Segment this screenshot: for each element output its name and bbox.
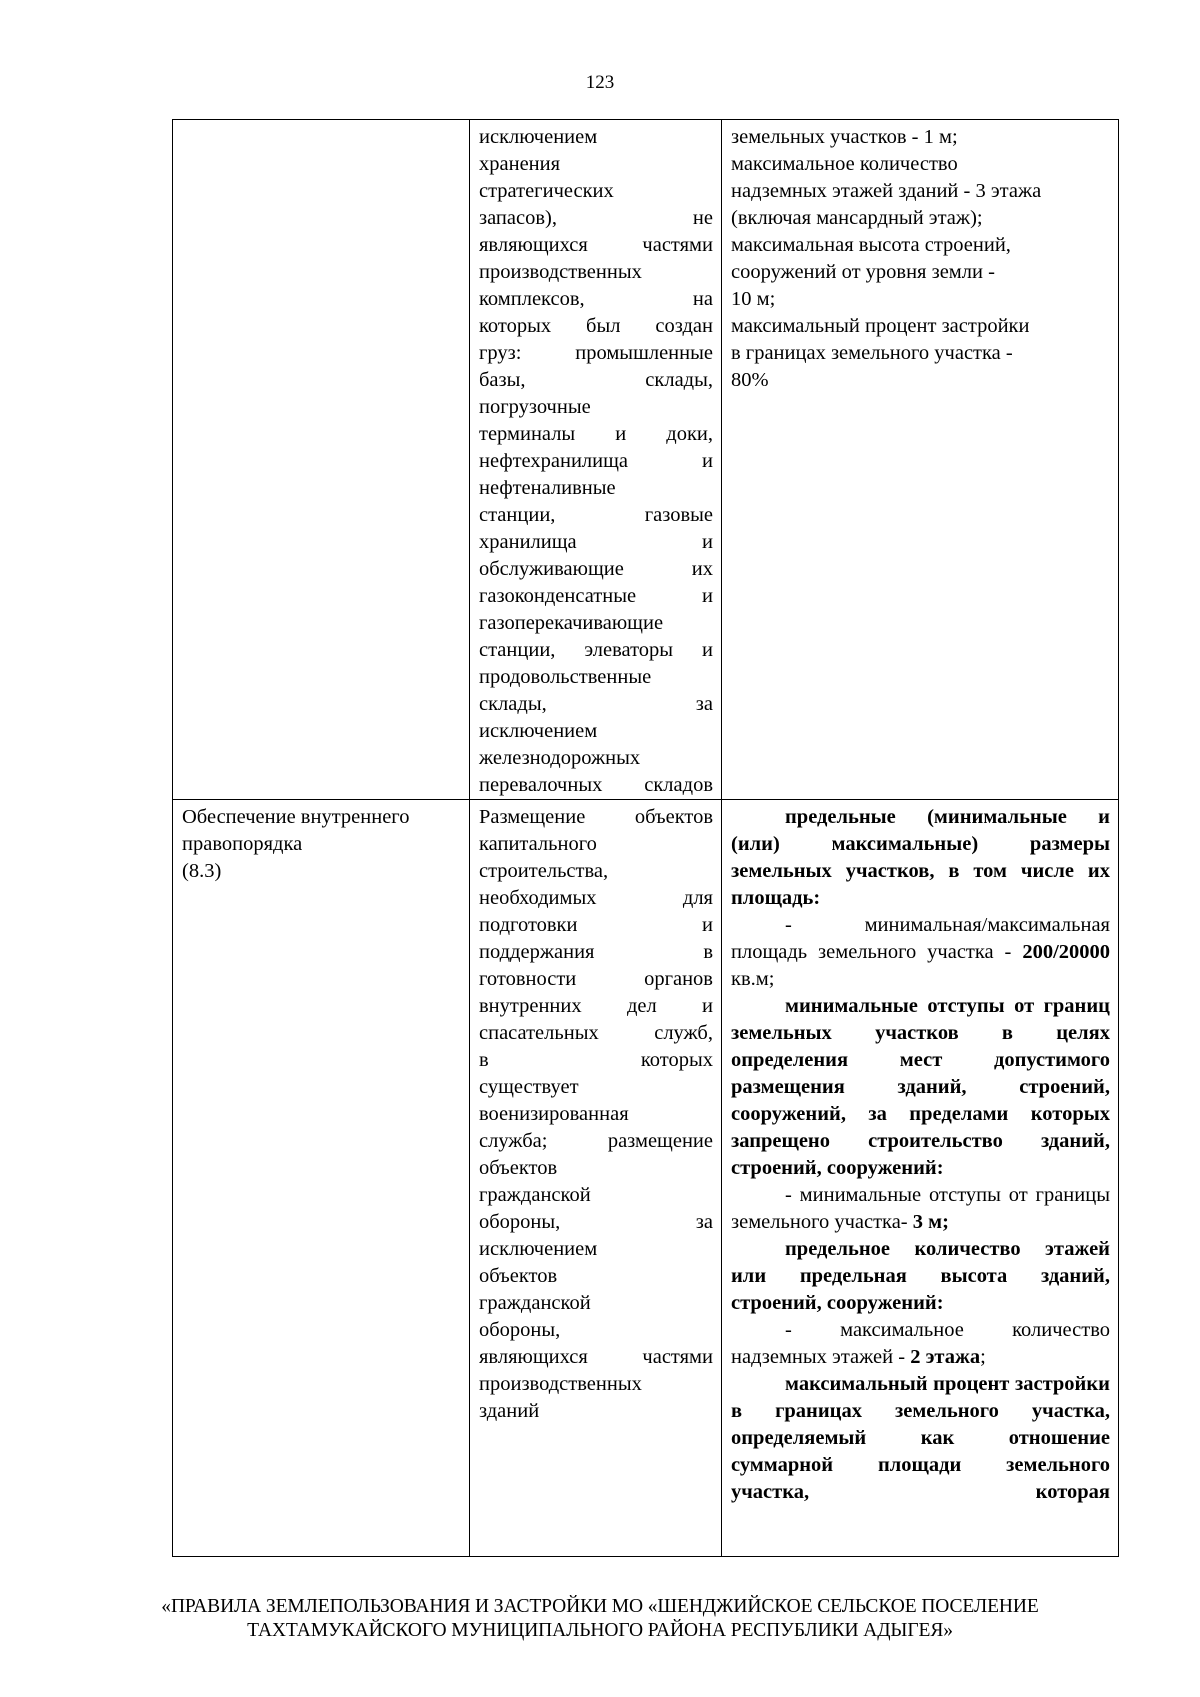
text-line: военизированная	[479, 1103, 629, 1125]
row1-parameters-cell	[722, 120, 1119, 800]
text-line: Размещение объектов	[479, 806, 713, 828]
text-line: газоперекачивающие	[479, 612, 664, 634]
text-line: готовности органов	[479, 968, 713, 990]
text-line: терминалы и доки,	[479, 423, 713, 445]
text-line: производственных	[479, 1373, 642, 1395]
text-line: капитального	[479, 833, 597, 855]
parameter-heading-setbacks: минимальные отступы от границ земельных участков в целях определения мест допустимого размещения зданий, строений, сооружений, за пределами которых запрещено строительство зданий, строений, сооружений:	[731, 995, 1110, 1179]
text-line: строительства,	[479, 860, 609, 882]
text-line: обслуживающие их	[479, 558, 713, 580]
text-line: погрузочные	[479, 396, 591, 418]
table-row	[173, 120, 1119, 800]
text-line: подготовки и	[479, 914, 713, 936]
text-line: максимальная высота строений,	[731, 234, 1011, 256]
text-line: являющихся частями	[479, 1346, 713, 1368]
text-line: перевалочных складов	[479, 774, 713, 796]
text-line: спасательных служб,	[479, 1022, 713, 1044]
row2-permitted-use-lines	[182, 804, 461, 885]
text-line: сооружений от уровня земли -	[731, 261, 995, 283]
page-number: 123	[585, 72, 615, 93]
text-line: исключением	[479, 720, 598, 742]
text-line: газоконденсатные и	[479, 585, 713, 607]
regulations-table	[172, 119, 1119, 1557]
row1-description-lines	[479, 124, 713, 799]
text-line: служба; размещение	[479, 1130, 713, 1152]
text-line: являющихся частями	[479, 234, 713, 256]
text-line: железнодорожных	[479, 747, 641, 769]
parameter-heading-coverage: максимальный процент застройки в границах земельного участка, определяемый как отношение суммарной площади земельного участка, которая	[731, 1373, 1110, 1503]
parameter-heading-plot-size: предельные (минимальные и (или) максимальные) размеры земельных участков, в том числе их площадь:	[731, 806, 1110, 909]
text-line: хранилища и	[479, 531, 713, 553]
text-line: зданий	[479, 1400, 540, 1422]
text-line: которых был создан	[479, 315, 713, 337]
text-line: (8.3)	[182, 860, 222, 882]
text-line: обороны, за	[479, 1211, 713, 1233]
parameter-plot-area: - минимальная/максимальная площадь земельного участка - 200/20000 кв.м;	[731, 914, 1111, 990]
footer-line-1: «ПРАВИЛА ЗЕМЛЕПОЛЬЗОВАНИЯ И ЗАСТРОЙКИ МО «ШЕНДЖИЙСКОЕ СЕЛЬСКОЕ ПОСЕЛЕНИЕ	[161, 1596, 1039, 1617]
parameter-setback-value: - минимальные отступы от границы земельного участка- 3 м;	[731, 1184, 1110, 1233]
text-line: необходимых для	[479, 887, 713, 909]
table-row	[173, 800, 1119, 1557]
text-line: производственных	[479, 261, 642, 283]
text-line: хранения	[479, 153, 561, 175]
text-line: базы, склады,	[479, 369, 713, 391]
footer-line-2: ТАХТАМУКАЙСКОГО МУНИЦИПАЛЬНОГО РАЙОНА РЕСПУБЛИКИ АДЫГЕЯ»	[247, 1620, 953, 1641]
row2-permitted-use-cell	[173, 800, 470, 1557]
row2-description-lines	[479, 804, 713, 1425]
text-line: исключением	[479, 1238, 598, 1260]
text-line: станции, газовые	[479, 504, 713, 526]
parameter-heading-floors: предельное количество этажей или предельная высота зданий, строений, сооружений:	[731, 1238, 1110, 1314]
text-line: объектов	[479, 1265, 558, 1287]
text-line: гражданской	[479, 1184, 591, 1206]
text-line: нефтеналивные	[479, 477, 616, 499]
text-line: надземных этажей зданий - 3 этажа	[731, 180, 1042, 202]
row2-parameters-cell	[722, 800, 1119, 1557]
row2-description-cell	[470, 800, 722, 1557]
row1-permitted-use-cell	[173, 120, 470, 800]
text-line: 10 м;	[731, 288, 776, 310]
text-line: стратегических	[479, 180, 614, 202]
text-line: запасов), не	[479, 207, 713, 229]
text-line: 80%	[731, 369, 769, 391]
text-line: продовольственные	[479, 666, 652, 688]
text-line: нефтехранилища и	[479, 450, 713, 472]
text-line: объектов	[479, 1157, 558, 1179]
text-line: земельных участков - 1 м;	[731, 126, 958, 148]
text-line: комплексов, на	[479, 288, 713, 310]
text-line: в границах земельного участка -	[731, 342, 1013, 364]
text-line: (включая мансардный этаж);	[731, 207, 983, 229]
text-line: Обеспечение внутреннего	[182, 806, 410, 828]
text-line: существует	[479, 1076, 579, 1098]
text-line: обороны,	[479, 1319, 561, 1341]
row1-parameters-lines	[731, 124, 1110, 394]
document-footer	[0, 1595, 1200, 1643]
text-line: поддержания в	[479, 941, 713, 963]
text-line: станции, элеваторы и	[479, 639, 713, 661]
text-line: максимальное количество	[731, 153, 958, 175]
text-line: внутренних дел и	[479, 995, 713, 1017]
text-line: склады, за	[479, 693, 713, 715]
text-line: гражданской	[479, 1292, 591, 1314]
parameter-floors-value: - максимальное количество надземных этажей - 2 этажа;	[731, 1319, 1110, 1368]
text-line: исключением	[479, 126, 598, 148]
text-line: максимальный процент застройки	[731, 315, 1030, 337]
text-line: груз: промышленные	[479, 342, 713, 364]
row1-description-cell	[470, 120, 722, 800]
text-line: правопорядка	[182, 833, 303, 855]
text-line: в которых	[479, 1049, 713, 1071]
